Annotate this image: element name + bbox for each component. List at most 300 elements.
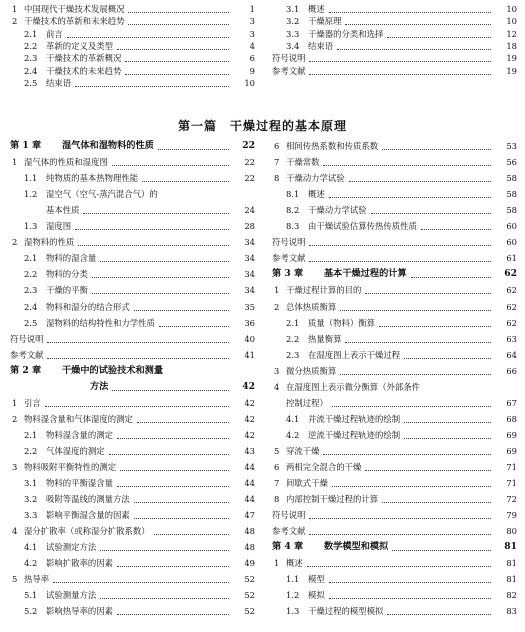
page-number: 79 bbox=[506, 510, 517, 521]
leader-dots bbox=[392, 549, 491, 551]
entry-title: 吸附等温线的测量方法 bbox=[46, 494, 130, 505]
toc-entry bbox=[272, 413, 517, 425]
page-number: 58 bbox=[506, 173, 517, 184]
leader-dots bbox=[134, 309, 229, 311]
entry-number: 4.1 bbox=[286, 413, 300, 424]
entry-number: 2.1 bbox=[24, 429, 38, 440]
entry-number: 4 bbox=[12, 526, 18, 537]
entry-number: 5 bbox=[12, 574, 18, 585]
entry-number: 8 bbox=[274, 494, 280, 505]
toc-entry bbox=[272, 365, 517, 377]
toc-entry bbox=[272, 268, 517, 280]
entry-title: 湿气体和湿物料的性质 bbox=[62, 140, 154, 151]
leader-dots bbox=[47, 357, 229, 359]
entry-title: 由干燥试验估算传热传质性质 bbox=[308, 221, 417, 232]
page-number: 34 bbox=[244, 269, 255, 280]
page-number: 80 bbox=[506, 526, 517, 537]
toc-entry bbox=[10, 589, 255, 601]
entry-number: 2.1 bbox=[24, 253, 38, 264]
leader-dots bbox=[387, 36, 491, 38]
entry-title: 干燥的平衡 bbox=[46, 285, 88, 296]
entry-title: 干燥动力学试验 bbox=[308, 205, 367, 216]
entry-number: 8.3 bbox=[286, 221, 300, 232]
entry-title: 基本干燥过程的计算 bbox=[324, 268, 407, 280]
entry-title: 概述 bbox=[308, 4, 325, 14]
entry-number: 6 bbox=[274, 141, 280, 151]
toc-entry bbox=[10, 65, 255, 77]
entry-title: 参考文献 bbox=[272, 253, 306, 264]
page-number: 72 bbox=[506, 494, 517, 505]
page-number: 56 bbox=[506, 157, 517, 168]
toc-entry bbox=[272, 236, 517, 248]
page-number: 48 bbox=[244, 526, 255, 537]
entry-number: 1 bbox=[274, 285, 280, 296]
leader-dots bbox=[329, 196, 491, 198]
leader-dots bbox=[45, 405, 229, 407]
page-number: 48 bbox=[244, 542, 255, 553]
page-number: 10 bbox=[506, 4, 517, 14]
toc-entry bbox=[10, 397, 255, 409]
entry-number: 1.1 bbox=[286, 574, 300, 585]
toc-entry bbox=[272, 477, 517, 489]
page-number: 19 bbox=[506, 65, 517, 76]
entry-title: 湿气体的性质和湿度图 bbox=[24, 157, 108, 168]
entry-number: 4 bbox=[274, 381, 280, 392]
chapter-number: 第 1 章 bbox=[10, 140, 42, 151]
leader-dots bbox=[404, 437, 491, 439]
toc-entry bbox=[10, 204, 255, 216]
leader-dots bbox=[137, 421, 229, 423]
toc-entry bbox=[272, 381, 517, 393]
leader-dots bbox=[345, 341, 491, 343]
entry-title: 参考文献 bbox=[272, 65, 306, 76]
page-number: 63 bbox=[506, 333, 517, 344]
entry-title: 物料和湿分的结合形式 bbox=[46, 301, 130, 312]
entry-number: 8 bbox=[274, 173, 280, 184]
leader-dots bbox=[309, 517, 491, 519]
leader-dots bbox=[100, 549, 229, 551]
toc-entry bbox=[10, 541, 255, 553]
page-number: 71 bbox=[506, 478, 517, 489]
page-number: 52 bbox=[244, 590, 255, 601]
page-number: 18 bbox=[506, 40, 517, 51]
entry-title: 物料的湿含量 bbox=[46, 253, 97, 264]
toc-entry bbox=[272, 429, 517, 441]
page-number: 62 bbox=[506, 317, 517, 328]
page-number: 44 bbox=[244, 478, 255, 489]
toc-entry bbox=[10, 381, 255, 393]
leader-dots bbox=[329, 581, 491, 583]
leader-dots bbox=[421, 228, 491, 230]
toc-entry bbox=[10, 557, 255, 569]
toc-entry bbox=[10, 15, 255, 27]
leader-dots bbox=[379, 325, 491, 327]
toc-entry bbox=[10, 509, 255, 521]
entry-title: 逆流干燥过程轨迹的绘制 bbox=[308, 429, 401, 440]
entry-title: 结束语 bbox=[308, 40, 334, 51]
page-number: 81 bbox=[506, 574, 517, 585]
entry-title: 符号说明 bbox=[10, 333, 44, 344]
page-number: 42 bbox=[244, 413, 255, 424]
entry-number: 2.2 bbox=[24, 445, 38, 456]
toc-entry bbox=[10, 172, 255, 184]
entry-title: 热量衡算 bbox=[308, 333, 342, 344]
leader-dots bbox=[117, 485, 229, 487]
entry-number: 2.1 bbox=[24, 28, 38, 39]
entry-number: 3.3 bbox=[286, 28, 300, 39]
entry-number: 1.2 bbox=[286, 590, 300, 601]
leader-dots bbox=[92, 292, 229, 294]
page-number: 62 bbox=[506, 301, 517, 312]
toc-entry bbox=[10, 268, 255, 280]
page-number: 34 bbox=[244, 237, 255, 248]
leader-dots bbox=[382, 501, 491, 503]
entry-title: 干燥动力学试验 bbox=[286, 173, 345, 184]
toc-entry bbox=[272, 525, 517, 537]
entry-title: 影响热导率的因素 bbox=[46, 606, 113, 617]
entry-title: 并流干燥过程轨迹的绘制 bbox=[308, 413, 401, 424]
entry-number: 2 bbox=[12, 16, 18, 27]
page-number: 58 bbox=[506, 205, 517, 216]
entry-title: 穿流干燥 bbox=[286, 445, 320, 456]
entry-number: 1 bbox=[12, 4, 18, 14]
page-number: 52 bbox=[244, 574, 255, 585]
page-number: 60 bbox=[506, 237, 517, 248]
toc-entry bbox=[10, 525, 255, 537]
leader-dots bbox=[117, 613, 229, 615]
page-number: 47 bbox=[244, 510, 255, 521]
toc-entry bbox=[10, 573, 255, 585]
leader-dots bbox=[100, 597, 229, 599]
toc-entry bbox=[10, 349, 255, 361]
entry-number: 6 bbox=[274, 462, 280, 472]
toc-entry bbox=[272, 573, 517, 585]
entry-number: 3.3 bbox=[24, 510, 38, 521]
page-number: 82 bbox=[506, 590, 517, 601]
leader-dots bbox=[78, 244, 229, 246]
page-number: 62 bbox=[504, 268, 517, 280]
chapter-number: 第 3 章 bbox=[272, 268, 304, 280]
entry-number: 1 bbox=[12, 157, 18, 168]
entry-title: 间歇式干燥 bbox=[286, 478, 328, 489]
page-number: 64 bbox=[506, 349, 517, 360]
leader-dots bbox=[117, 437, 229, 439]
entry-number: 2 bbox=[12, 413, 18, 424]
entry-title: 物料湿含量的测定 bbox=[46, 429, 113, 440]
entry-title: 符号说明 bbox=[272, 237, 306, 248]
leader-dots bbox=[329, 11, 491, 13]
page-number: 28 bbox=[244, 221, 255, 232]
leader-dots bbox=[109, 453, 229, 455]
entry-title: 微分热质衡算 bbox=[286, 365, 337, 376]
page-number: 42 bbox=[244, 397, 255, 408]
leader-dots bbox=[323, 164, 491, 166]
page-number: 69 bbox=[506, 429, 517, 440]
page-number: 3 bbox=[249, 28, 255, 39]
entry-number: 3 bbox=[274, 365, 280, 376]
leader-dots bbox=[309, 244, 491, 246]
entry-title: 干燥中的试验技术和测量 bbox=[62, 364, 164, 376]
entry-number: 3.2 bbox=[24, 494, 38, 505]
entry-number: 5.2 bbox=[24, 606, 38, 617]
entry-number: 2.1 bbox=[286, 317, 300, 328]
toc-entry bbox=[272, 349, 517, 361]
entry-number: 1.3 bbox=[286, 606, 300, 617]
entry-title: 湿物料的性质 bbox=[24, 237, 75, 248]
entry-title: 参考文献 bbox=[272, 526, 306, 537]
toc-entry bbox=[272, 204, 517, 216]
page-number: 10 bbox=[244, 77, 255, 88]
entry-number: 2.5 bbox=[24, 317, 38, 328]
entry-title: 物料的分类 bbox=[46, 269, 88, 280]
entry-title: 前言 bbox=[46, 28, 63, 39]
toc-entry bbox=[10, 236, 255, 248]
toc-entry bbox=[272, 557, 517, 569]
toc-entry bbox=[272, 509, 517, 521]
leader-dots bbox=[340, 309, 491, 311]
leader-dots bbox=[112, 164, 229, 166]
entry-number: 2.2 bbox=[286, 333, 300, 344]
toc-entry bbox=[272, 284, 517, 296]
entry-title: 数学模型和模拟 bbox=[324, 541, 389, 553]
entry-number: 2.4 bbox=[24, 65, 38, 76]
page-number: 9 bbox=[249, 65, 255, 76]
entry-title: 气体湿度的测定 bbox=[46, 445, 105, 456]
leader-dots bbox=[112, 389, 229, 391]
page-number: 52 bbox=[244, 606, 255, 617]
page-number: 49 bbox=[244, 558, 255, 569]
toc-entry bbox=[10, 445, 255, 457]
leader-dots bbox=[142, 180, 229, 182]
entry-title: 干燥过程计算的目的 bbox=[286, 285, 362, 296]
leader-dots bbox=[134, 501, 229, 503]
toc-entry bbox=[272, 445, 517, 457]
toc-entry bbox=[10, 317, 255, 329]
page-number: 1 bbox=[249, 4, 255, 14]
entry-number: 3.1 bbox=[24, 478, 38, 489]
toc-entry bbox=[10, 413, 255, 425]
toc-entry bbox=[10, 52, 255, 64]
entry-number: 5 bbox=[274, 445, 280, 456]
toc-entry bbox=[272, 140, 517, 152]
leader-dots bbox=[337, 48, 491, 50]
entry-number: 2.2 bbox=[24, 269, 38, 280]
chapter-number: 第 2 章 bbox=[10, 364, 42, 376]
page-number: 42 bbox=[242, 380, 255, 392]
entry-title: 干燥技术的未来趋势 bbox=[46, 65, 122, 76]
entry-title: 湿度图 bbox=[46, 221, 72, 232]
leader-dots bbox=[117, 48, 229, 50]
entry-title: 湿物料的结构特性和力学性质 bbox=[46, 317, 155, 328]
leader-dots bbox=[371, 212, 491, 214]
entry-title: 模拟 bbox=[308, 590, 325, 601]
leader-dots bbox=[329, 597, 491, 599]
toc-entry bbox=[272, 541, 517, 553]
entry-title: 符号说明 bbox=[272, 510, 306, 521]
toc-entry bbox=[272, 333, 517, 345]
toc-entry bbox=[10, 605, 255, 617]
leader-dots bbox=[125, 73, 229, 75]
entry-title: 物料湿含量和气体湿度的测定 bbox=[24, 413, 133, 424]
leader-dots bbox=[128, 23, 229, 25]
entry-number: 3.4 bbox=[286, 40, 300, 51]
leader-dots bbox=[67, 36, 229, 38]
entry-title: 引言 bbox=[24, 397, 41, 408]
leader-dots bbox=[75, 228, 229, 230]
entry-title: 湿空气（空气-蒸汽混合气）的 bbox=[46, 189, 158, 200]
entry-number: 3.1 bbox=[286, 4, 300, 14]
entry-number: 1.1 bbox=[24, 173, 38, 184]
leader-dots bbox=[53, 581, 229, 583]
page-number: 60 bbox=[506, 221, 517, 232]
toc-entry bbox=[10, 252, 255, 264]
leader-dots bbox=[345, 23, 491, 25]
leader-dots bbox=[340, 373, 491, 375]
entry-title: 干燥技术的革新和未来趋势 bbox=[24, 16, 125, 27]
toc-entry bbox=[272, 156, 517, 168]
toc-entry bbox=[272, 461, 517, 473]
toc-entry bbox=[10, 220, 255, 232]
page-number: 53 bbox=[506, 141, 517, 151]
toc-entry bbox=[272, 252, 517, 264]
entry-title: 影响扩散率的因素 bbox=[46, 558, 113, 569]
leader-dots bbox=[365, 469, 491, 471]
toc-entry bbox=[272, 589, 517, 601]
leader-dots bbox=[100, 260, 229, 262]
entry-number: 2.3 bbox=[286, 349, 300, 360]
page-number: 10 bbox=[506, 16, 517, 27]
page-number: 24 bbox=[244, 205, 255, 216]
entry-number: 2.3 bbox=[24, 285, 38, 296]
entry-title: 物料吸附平衡特性的测定 bbox=[24, 462, 117, 472]
page-number: 71 bbox=[506, 462, 517, 472]
toc-entry bbox=[272, 188, 517, 200]
leader-dots bbox=[404, 421, 491, 423]
entry-number: 1 bbox=[274, 558, 280, 569]
leader-dots bbox=[309, 73, 491, 75]
entry-title: 中国现代干燥技术发展概况 bbox=[24, 4, 125, 14]
entry-number: 1 bbox=[12, 397, 18, 408]
entry-number: 8.2 bbox=[286, 205, 300, 216]
entry-title: 参考文献 bbox=[10, 349, 44, 360]
toc-entry bbox=[272, 605, 517, 617]
entry-title: 两相完全混合的干燥 bbox=[286, 462, 362, 472]
leader-dots bbox=[332, 485, 491, 487]
toc-entry bbox=[272, 172, 517, 184]
leader-dots bbox=[332, 405, 491, 407]
entry-title: 内部控制干燥过程的计算 bbox=[286, 494, 379, 505]
entry-number: 7 bbox=[274, 157, 280, 168]
entry-title: 干燥常数 bbox=[286, 157, 320, 168]
page-number: 81 bbox=[506, 558, 517, 569]
entry-title: 试验测定方法 bbox=[46, 542, 97, 553]
entry-title: 基本性质 bbox=[46, 205, 80, 216]
page-number: 83 bbox=[506, 606, 517, 617]
leader-dots bbox=[158, 148, 229, 150]
toc-entry bbox=[10, 77, 255, 89]
toc-entry bbox=[10, 477, 255, 489]
toc-entry bbox=[10, 429, 255, 441]
entry-title: 方法 bbox=[90, 380, 109, 392]
leader-dots bbox=[154, 533, 229, 535]
leader-dots bbox=[134, 517, 229, 519]
entry-title: 概述 bbox=[308, 189, 325, 200]
toc-entry bbox=[272, 397, 517, 409]
toc-entry bbox=[272, 40, 517, 52]
leader-dots bbox=[92, 276, 229, 278]
leader-dots bbox=[387, 613, 491, 615]
page-number: 44 bbox=[244, 494, 255, 505]
entry-title: 热导率 bbox=[24, 574, 50, 585]
entry-title: 在湿度图上表示干燥过程 bbox=[308, 349, 401, 360]
toc-entry bbox=[272, 301, 517, 313]
toc-entry bbox=[272, 65, 517, 77]
page-number: 62 bbox=[506, 285, 517, 296]
entry-title: 模型 bbox=[308, 574, 325, 585]
page-number: 67 bbox=[506, 397, 517, 408]
leader-dots bbox=[47, 341, 229, 343]
leader-dots bbox=[307, 565, 491, 567]
leader-dots bbox=[159, 325, 229, 327]
chapter-number: 第 4 章 bbox=[272, 541, 304, 553]
toc-entry bbox=[10, 333, 255, 345]
leader-dots bbox=[309, 260, 491, 262]
entry-title: 控制过程） bbox=[286, 397, 328, 408]
toc-entry bbox=[272, 220, 517, 232]
page-number: 22 bbox=[242, 140, 255, 151]
entry-number: 3.2 bbox=[286, 16, 300, 27]
leader-dots bbox=[382, 148, 491, 150]
entry-number: 2 bbox=[12, 237, 18, 248]
leader-dots bbox=[83, 212, 229, 214]
page-number: 3 bbox=[249, 16, 255, 27]
page-number: 69 bbox=[506, 445, 517, 456]
page-number: 43 bbox=[244, 445, 255, 456]
entry-title: 纯物质的基本热物理性能 bbox=[46, 173, 139, 184]
toc-entry bbox=[272, 493, 517, 505]
entry-number: 5.1 bbox=[24, 590, 38, 601]
leader-dots bbox=[365, 292, 491, 294]
leader-dots bbox=[323, 453, 491, 455]
page-number: 34 bbox=[244, 285, 255, 296]
entry-number: 1.3 bbox=[24, 221, 38, 232]
toc-entry bbox=[272, 52, 517, 64]
entry-number: 2.5 bbox=[24, 77, 38, 88]
entry-title: 革新的定义及类型 bbox=[46, 40, 113, 51]
toc-entry bbox=[10, 28, 255, 40]
entry-title: 试验测量方法 bbox=[46, 590, 97, 601]
toc-entry bbox=[272, 15, 517, 27]
page-number: 35 bbox=[244, 301, 255, 312]
page-number: 81 bbox=[504, 541, 517, 553]
page-number: 22 bbox=[244, 157, 255, 168]
entry-title: 概述 bbox=[286, 558, 303, 569]
toc-entry bbox=[10, 461, 255, 473]
page-number: 42 bbox=[244, 429, 255, 440]
entry-title: 总体热质衡算 bbox=[286, 301, 337, 312]
entry-number: 2.3 bbox=[24, 53, 38, 64]
entry-title: 干燥原理 bbox=[308, 16, 342, 27]
page-number: 68 bbox=[506, 413, 517, 424]
page-number: 58 bbox=[506, 189, 517, 200]
entry-number: 2.4 bbox=[24, 301, 38, 312]
leader-dots bbox=[117, 565, 229, 567]
toc-entry bbox=[272, 3, 517, 15]
entry-number: 1.2 bbox=[24, 189, 38, 200]
leader-dots bbox=[75, 85, 229, 87]
page-number: 34 bbox=[244, 253, 255, 264]
page-number: 12 bbox=[506, 28, 517, 39]
